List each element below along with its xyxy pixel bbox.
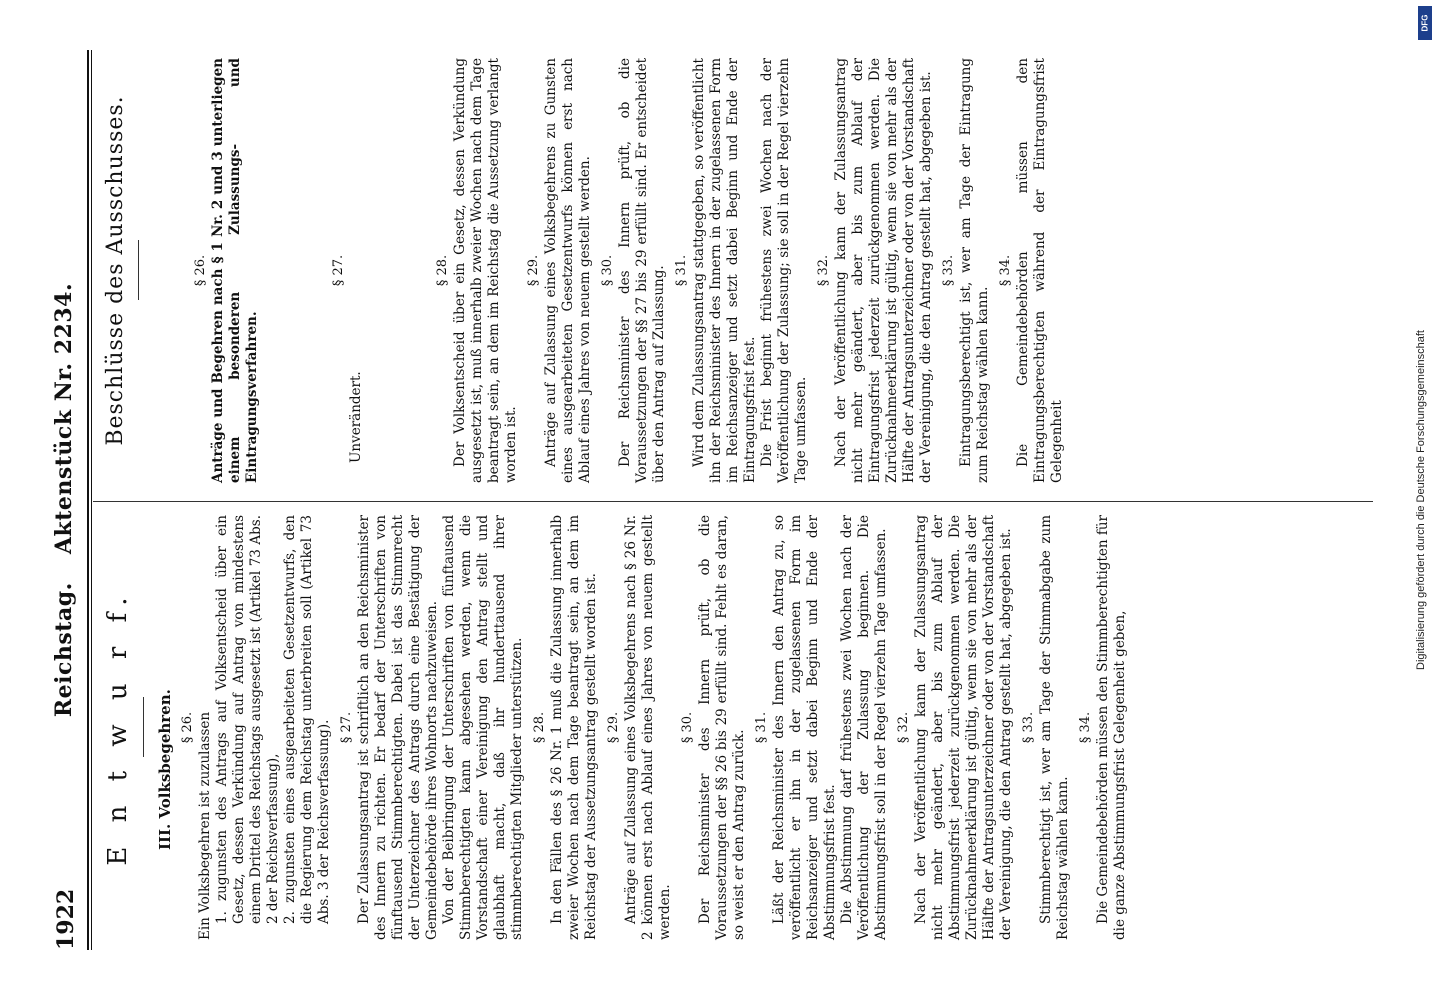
- paragraph: Der Reichsminister des Innern prüft, ob die Voraussetzungen der §§ 26 bis 29 erfüllt sind. Fehlt es daran, so weist er den Antrag zurück.: [697, 515, 747, 940]
- paragraph: Anträge auf Zulassung eines Volksbegehrens zu Gunsten eines ausgearbeiteten Gesetzentwurfs können erst nach Ablauf eines Jahres von neuem gestellt werden.: [543, 58, 593, 483]
- section-number: § 28.: [435, 254, 450, 287]
- section-number: § 31.: [674, 254, 689, 287]
- paragraph: Wird dem Zulassungsantrag stattgegeben, so veröffentlicht ihn der Reichsminister des Innern in der zugelassenen Form im Reichsanzeiger und setzt dabei Beginn und Ende der Eintragungsfrist fest.: [691, 58, 758, 483]
- paragraph: Anträge auf Zulassung eines Volksbegehrens nach § 26 Nr. 2 können erst nach Ablauf eines Jahres von neuem gestellt werden.: [623, 515, 673, 940]
- committee-title: Beschlüsse des Ausschusses.: [103, 95, 128, 446]
- paragraph: Der Zulassungsantrag ist schriftlich an den Reichsminister des Innern zu richten. Er bedarf der Unterschriften von fünftausend Stimmberechtigten. Dabei ist das Stimmrecht der Unterzeichner des Antrags durch eine Bestätigung der Gemeindebehörde ihres Wohnorts nachzuweisen.: [356, 515, 440, 940]
- rotated-document-page: [27, 20, 1407, 980]
- paragraph: Der Volksentscheid über ein Gesetz, dessen Verkündung ausgesetzt ist, muß innerhalb zweier Wochen nach dem Tage beantragt sein, an dem im Reichstag die Aussetzung verlangt worden ist.: [452, 58, 519, 483]
- list-item: 2. zugunsten eines ausgearbeiteten Gesetzentwurfs, den die Regierung dem Reichstag unterbreiten soll (Artikel 73 Abs. 3 der Reichsverfassung).: [282, 515, 332, 924]
- paragraph: Nach der Veröffentlichung kann der Zulassungsantrag nicht mehr geändert, aber bis zum Ablauf der Eintragungsfrist jederzeit zurückgenommen werden. Die Zurücknahmeerklärung ist gültig, wenn sie von mehr als der Hälfte der Antragsunterzeichner oder von der Vorstandschaft der Vereinigung, die den Antrag gestellt hat, abgegeben ist.: [833, 58, 934, 483]
- page-header: [47, 50, 87, 950]
- paragraph: Von der Beibringung der Unterschriften von fünftausend Stimmberechtigten kann abgesehen werden, wenn die Vorstandschaft einer Vereinigung den Antrag stellt und glaubhaft macht, daß ihr hunderttausend ihrer stimmberechtigten Mitglieder unterstützen.: [441, 515, 525, 940]
- section-number: § 27.: [331, 254, 346, 287]
- list-item: 1. zugunsten des Antrags auf Volksentscheid über ein Gesetz, dessen Verkündung auf Antrag von mindestens einem Drittel des Reichstags ausgesetzt ist (Artikel 73 Abs. 2 der Reichsverfassung),: [214, 515, 281, 924]
- paragraph: In den Fällen des § 26 Nr. 1 muß die Zulassung innerhalb zweier Wochen nach dem Tage beantragt sein, an dem im Reichstag der Aussetzungsantrag gestellt worden ist.: [549, 515, 599, 940]
- paragraph: Eintragungsberechtigt ist, wer am Tage der Eintragung zum Reichstag wählen kann.: [958, 58, 991, 483]
- section-number: § 29.: [606, 711, 621, 744]
- paragraph: Die Gemeindebehörden müssen den Stimmberechtigten für die ganze Abstimmungsfrist Gelegenheit geben,: [1095, 515, 1128, 940]
- digitization-credit: [1408, 0, 1434, 1000]
- part-heading: III. Volksbegehren.: [156, 689, 174, 850]
- spacer: [151, 58, 187, 483]
- section-number: § 33.: [1021, 711, 1036, 744]
- paragraph: Läßt der Reichsminister des Innern den Antrag zu, so veröffentlicht er ihn in der zugelassenen Form im Reichsanzeiger und setzt dabei Beginn und Ende der Abstimmungsfrist fest.: [771, 515, 838, 940]
- section-number: § 33.: [941, 254, 956, 287]
- paragraph: Die Frist beginnt frühestens zwei Wochen nach der Veröffentlichung der Zulassung; sie soll in der Regel vierzehn Tage umfassen.: [759, 58, 809, 483]
- section-number: § 28.: [532, 711, 547, 744]
- header-rule: [87, 50, 92, 950]
- title-rule: [138, 241, 139, 301]
- paragraph: Die Gemeindebehörden müssen den Eintragungsberechtigten während der Eintragungsfrist Gelegenheit: [1015, 58, 1065, 483]
- header-title: [51, 50, 77, 950]
- draft-column: [97, 515, 1129, 940]
- paragraph: Die Abstimmung darf frühestens zwei Wochen nach der Veröffentlichung der Zulassung beginnen. Die Abstimmungsfrist soll in der Regel vierzehn Tage umfassen.: [839, 515, 889, 940]
- paragraph: Ein Volksbegehren ist zuzulassen: [197, 711, 213, 940]
- section-number: § 29.: [526, 254, 541, 287]
- paragraph: Stimmberechtigt ist, wer am Tage der Stimmabgabe zum Reichstag wählen kann.: [1038, 515, 1071, 940]
- section-number: § 27.: [339, 711, 354, 744]
- header-reichstag: Reichstag.: [51, 582, 77, 718]
- column-divider: [93, 501, 1373, 502]
- section-number: § 34.: [1078, 711, 1093, 744]
- section-number: § 31.: [754, 711, 769, 744]
- spacer: [365, 58, 429, 483]
- paragraph: Unverändert.: [348, 371, 364, 463]
- header-aktenstueck: Aktenstück Nr. 2234.: [51, 282, 77, 555]
- page-year: 1922: [53, 888, 79, 950]
- draft-title: E n t w u r f.: [103, 589, 133, 866]
- spacer: [261, 58, 325, 483]
- section-number: § 30.: [680, 711, 695, 744]
- section-number: § 26.: [180, 711, 195, 744]
- section-number: § 32.: [896, 711, 911, 744]
- paragraph: Anträge und Begehren nach § 1 Nr. 2 und 3 unterliegen einem besonderen Zulassungs- und Eintragungsverfahren.: [210, 58, 260, 483]
- section-number: § 26.: [193, 254, 208, 287]
- title-rule: [143, 698, 144, 758]
- credit-text: Digitalisierung gefördert durch die Deutsche Forschungsgemeinschaft: [1415, 330, 1427, 670]
- dfg-logo-text: DFG: [1420, 14, 1430, 32]
- section-number: § 32.: [816, 254, 831, 287]
- section-number: § 34.: [998, 254, 1013, 287]
- section-number: § 30.: [600, 254, 615, 287]
- paragraph: Der Reichsminister des Innern prüft, ob die Voraussetzungen der §§ 27 bis 29 erfüllt sind. Er entscheidet über den Antrag auf Zulassung.: [617, 58, 667, 483]
- paragraph: Nach der Veröffentlichung kann der Zulassungsantrag nicht mehr geändert, aber bis zum Ablauf der Abstimmungsfrist jederzeit zurückgenommen werden. Die Zurücknahmeerklärung ist gültig, wenn sie von mehr als der Hälfte der Antragsunterzeichner oder von der Vorstandschaft der Vereinigung, die den Antrag gestellt hat, abgegeben ist.: [913, 515, 1014, 940]
- committee-column: [97, 58, 1066, 483]
